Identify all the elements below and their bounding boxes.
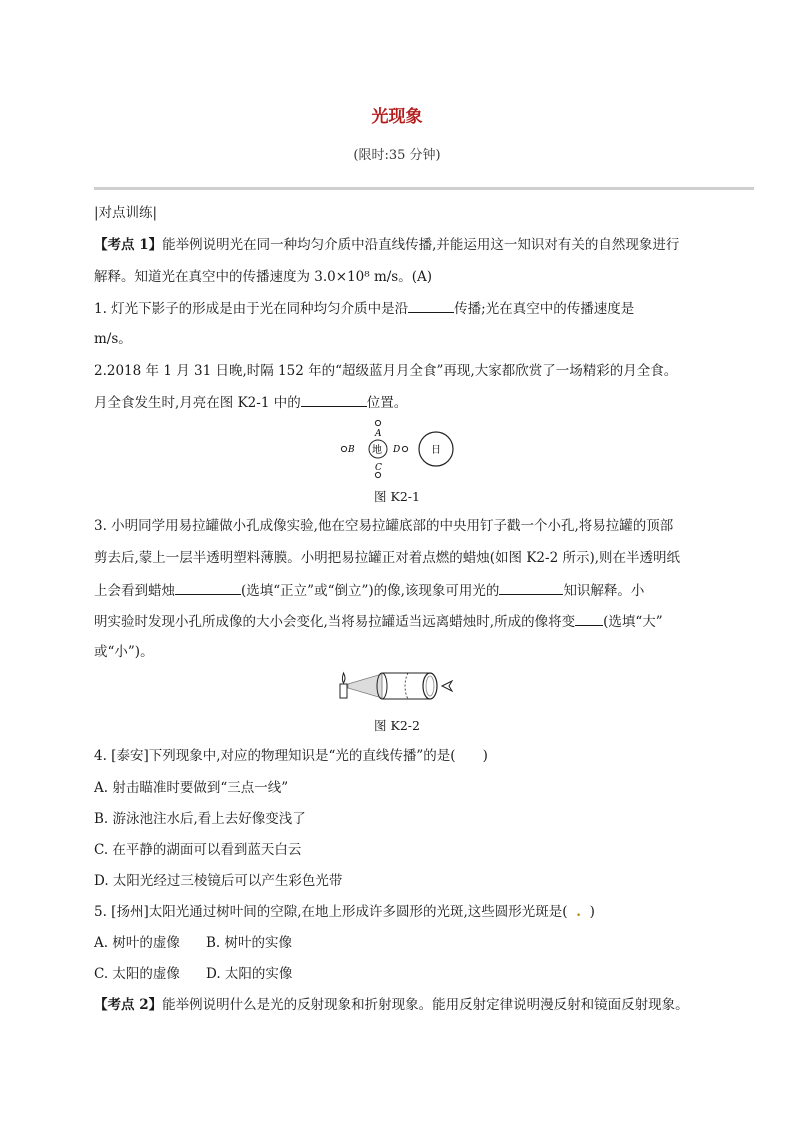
position-a-circle xyxy=(375,420,380,425)
earth-label: 地 xyxy=(372,445,382,456)
figure-k2-2-caption: 图 K2-2 xyxy=(374,718,420,733)
label-c: C xyxy=(375,463,382,473)
kaodian1-tag: 【考点 1】 xyxy=(94,237,163,253)
q5-option-c[interactable]: C. 太阳的虚像 xyxy=(94,966,180,982)
position-c-circle xyxy=(375,472,380,477)
eye-icon xyxy=(442,681,452,691)
kaodian2-tag: 【考点 2】 xyxy=(94,997,163,1013)
q4-stem: 4. [泰安]下列现象中,对应的物理知识是“光的直线传播”的是( ) xyxy=(94,748,488,764)
q3-text-d: 明实验时发现小孔所成像的大小会变化,当将易拉罐适当远离蜡烛时,所成的像将变 xyxy=(94,614,576,630)
kaodian1-text-1: 能举例说明光在同一种均匀介质中沿直线传播,并能运用这一知识对有关的自然现象进行 xyxy=(162,237,680,253)
label-d: D xyxy=(393,445,401,455)
header-divider xyxy=(94,187,754,190)
q1-text-c: m/s。 xyxy=(94,331,132,347)
sun-label: 日 xyxy=(431,445,441,456)
page-title: 光现象 xyxy=(371,107,423,127)
screen-inner xyxy=(426,676,434,696)
q3-line5: 或“小”)。 xyxy=(94,644,154,660)
q5-options-row2 xyxy=(94,964,292,984)
kaodian2-text: 能举例说明什么是光的反射现象和折射现象。能用反射定律说明漫反射和镜面反射现象。 xyxy=(162,997,689,1013)
q5-option-a[interactable]: A. 树叶的虚像 xyxy=(94,935,180,951)
q5-option-d[interactable]: D. 太阳的实像 xyxy=(206,966,293,982)
kaodian1-line1 xyxy=(94,235,679,255)
label-a: A xyxy=(375,429,382,439)
q4-option-d[interactable]: D. 太阳光经过三棱镜后可以产生彩色光带 xyxy=(94,873,343,889)
q3-text-a: 上会看到蜡烛 xyxy=(94,583,175,599)
label-b: B xyxy=(348,445,355,455)
q1-text-b: 传播;光在真空中的传播速度是 xyxy=(454,301,635,317)
q3-line2: 剪去后,蒙上一层半透明塑料薄膜。小明把易拉罐正对着点燃的蜡烛(如图 K2-2 所示),则在半透明纸 xyxy=(94,550,681,566)
q3-blank-2[interactable] xyxy=(499,580,563,595)
kaodian1-line2: 解释。知道光在真空中的传播速度为 3.0×10⁸ m/s。(A) xyxy=(94,269,433,285)
figure-k2-2 xyxy=(336,666,460,706)
q5-options-row1 xyxy=(94,933,292,953)
q2-blank[interactable] xyxy=(301,392,367,407)
q1-blank-1[interactable] xyxy=(408,298,454,313)
q3-line1: 3. 小明同学用易拉罐做小孔成像实验,他在空易拉罐底部的中央用钉子戳一个小孔,将易拉罐的顶部 xyxy=(94,518,674,534)
q5-stem-close: ) xyxy=(589,904,595,920)
figure-k2-1 xyxy=(335,416,465,480)
q1-line2 xyxy=(94,329,132,349)
q5-stem xyxy=(94,902,595,922)
candle-flame-icon xyxy=(342,673,345,683)
q3-blank-3[interactable] xyxy=(575,611,603,626)
position-b-circle xyxy=(341,446,346,451)
q3-line3 xyxy=(94,580,644,601)
q2-text-b: 位置。 xyxy=(366,395,408,411)
q3-text-c: 知识解释。小 xyxy=(563,583,645,599)
time-limit: (限时:35 分钟) xyxy=(353,148,441,163)
q3-blank-1[interactable] xyxy=(175,580,241,595)
q2-line1: 2.2018 年 1 月 31 日晚,时隔 152 年的“超级蓝月月全食”再现,大家都欣赏了一场精彩的月全食。 xyxy=(94,363,678,379)
candle-body xyxy=(340,684,347,698)
translucent-screen xyxy=(423,673,437,699)
q3-text-b: (选填“正立”或“倒立”)的像,该现象可用光的 xyxy=(241,583,500,599)
q1-text-a: 1. 灯光下影子的形成是由于光在同种均匀介质中是沿 xyxy=(94,301,409,317)
q4-option-c[interactable]: C. 在平静的湖面可以看到蓝天白云 xyxy=(94,842,302,858)
can-seam xyxy=(405,673,408,699)
kaodian2-line xyxy=(94,995,689,1015)
figure-k2-1-caption: 图 K2-1 xyxy=(374,489,420,504)
position-d-circle xyxy=(402,446,407,451)
section-label: |对点训练| xyxy=(94,205,158,221)
q5-stem-text: 5. [扬州]太阳光通过树叶间的空隙,在地上形成许多圆形的光斑,这些圆形光斑是( xyxy=(94,904,568,920)
q3-line4 xyxy=(94,611,663,632)
q4-option-b[interactable]: B. 游泳池注水后,看上去好像变浅了 xyxy=(94,811,306,827)
q2-text-a: 月全食发生时,月亮在图 K2-1 中的 xyxy=(94,395,301,411)
q5-answer-dot: . xyxy=(576,904,581,920)
q3-text-e: (选填“大” xyxy=(603,614,663,630)
q4-option-a[interactable]: A. 射击瞄准时要做到“三点一线” xyxy=(94,780,289,796)
q1-line1 xyxy=(94,298,634,319)
q5-option-b[interactable]: B. 树叶的实像 xyxy=(206,935,293,951)
q2-line2 xyxy=(94,392,407,413)
